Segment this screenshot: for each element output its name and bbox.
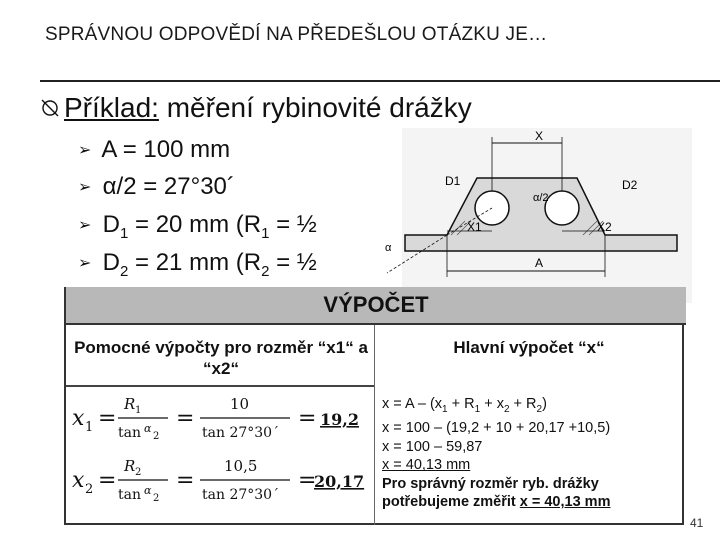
item-text: D <box>102 249 121 276</box>
formula-result: 20,17 <box>314 472 365 491</box>
svg-text:=: = <box>176 406 195 431</box>
formula-num-index: 2 <box>135 467 142 478</box>
calc-text: + R <box>447 396 475 412</box>
svg-text:=: = <box>298 406 317 431</box>
calc-sub: 1 <box>442 403 448 415</box>
bullet-item-d1 <box>78 210 317 249</box>
label-a: A <box>535 256 544 270</box>
calc-sub: 2 <box>536 403 543 415</box>
calc-text: + x <box>480 396 504 412</box>
svg-text:=: = <box>98 468 117 493</box>
calc-line-2: x = 100 – (19,2 + 10 + 20,17 +10,5) <box>382 420 611 437</box>
label-alpha: α <box>385 242 392 254</box>
formula-den: tan <box>118 487 141 503</box>
formula-num-index: 1 <box>135 405 142 416</box>
label-alpha-half: α/2 <box>533 192 549 204</box>
calc-conclusion-value: x = 40,13 mm <box>519 494 611 511</box>
arrow-bullet-icon: ➢ <box>78 178 92 196</box>
formula-eq-den: tan 27°30´ <box>202 425 280 441</box>
roller-d2 <box>545 191 579 225</box>
label-x1: X1 <box>467 220 482 234</box>
bullet-item-a <box>78 135 230 166</box>
label-x2: X2 <box>597 220 612 234</box>
arrow-bullet-icon: ➢ <box>78 216 92 234</box>
item-sub: 2 <box>261 262 270 280</box>
formula-block <box>68 389 372 519</box>
item-text: = 21 mm (R <box>128 249 262 276</box>
item-text: A = 100 mm <box>101 136 231 163</box>
item-text: α/2 = 27°30´ <box>102 173 235 200</box>
item-sub: 1 <box>120 224 129 242</box>
bullet-item-alpha <box>78 172 235 203</box>
formula-num: R <box>124 457 136 475</box>
calc-line-4: x = 40,13 mm <box>382 457 471 474</box>
calc-line-5: Pro správný rozměr ryb. drážky <box>382 475 599 492</box>
panel-title: VÝPOČET <box>66 287 686 325</box>
arrow-bullet-icon: ➢ <box>78 141 92 159</box>
main-calc-header: Hlavní výpočet “x“ <box>453 338 605 357</box>
svg-text:=: = <box>176 468 195 493</box>
formula-den-bot: 2 <box>153 493 160 504</box>
arrow-bullet-icon: ➢ <box>78 254 92 272</box>
formula-var-index: 1 <box>85 420 94 435</box>
formula-den-top: α <box>144 484 152 497</box>
svg-text:=: = <box>98 406 117 431</box>
svg-text:=: = <box>298 468 317 493</box>
header-divider <box>66 385 374 387</box>
formula-var: x <box>72 406 85 431</box>
formula-var: x <box>72 468 85 493</box>
label-d1: D1 <box>445 174 461 188</box>
main-calculation <box>382 395 610 512</box>
example-prefix: Příklad: <box>64 92 159 123</box>
page-number: 41 <box>690 516 704 530</box>
item-text: = 20 mm (R <box>128 211 262 238</box>
calc-sub: 2 <box>503 403 510 415</box>
formula-eq-num: 10 <box>230 395 250 413</box>
item-text: D <box>102 211 121 238</box>
calc-text: x = A – (x <box>382 396 443 412</box>
bullet-item-d2 <box>78 248 317 287</box>
formula-den-top: α <box>144 422 152 435</box>
formula-den-bot: 2 <box>153 431 160 442</box>
calc-line-3: x = 100 – 59,87 <box>382 438 483 455</box>
calc-line-1 <box>382 395 610 419</box>
formula-var-index: 2 <box>85 482 94 497</box>
example-text: měření rybinovité drážky <box>158 92 472 123</box>
item-sub: 2 <box>120 262 129 280</box>
calc-line-6 <box>382 493 610 512</box>
formula-den: tan <box>118 425 141 441</box>
column-divider <box>374 325 375 525</box>
item-text: = ½ <box>269 211 317 238</box>
example-label <box>64 92 472 124</box>
slide-title: SPRÁVNOU ODPOVĚDÍ NA PŘEDEŠLOU OTÁZKU JE… <box>45 24 548 45</box>
label-d2: D2 <box>622 178 638 192</box>
calc-sub: 1 <box>474 403 481 415</box>
formula-num: R <box>124 395 136 413</box>
calc-text: ) <box>542 396 547 412</box>
formula-eq-num: 10,5 <box>224 457 258 475</box>
item-sub: 1 <box>261 224 270 242</box>
calc-text: + R <box>509 396 537 412</box>
formula-result: 19,2 <box>320 410 359 429</box>
label-x: X <box>535 129 544 143</box>
bullet-icon <box>40 92 60 124</box>
calculation-panel <box>64 287 684 525</box>
title-divider <box>40 80 720 82</box>
aux-calc-header: Pomocné výpočty pro rozměr “x1“ a “x2“ <box>74 338 368 378</box>
calc-conclusion-text: potřebujeme změřit <box>382 494 520 511</box>
formula-eq-den: tan 27°30´ <box>202 487 280 503</box>
item-text: = ½ <box>269 249 317 276</box>
